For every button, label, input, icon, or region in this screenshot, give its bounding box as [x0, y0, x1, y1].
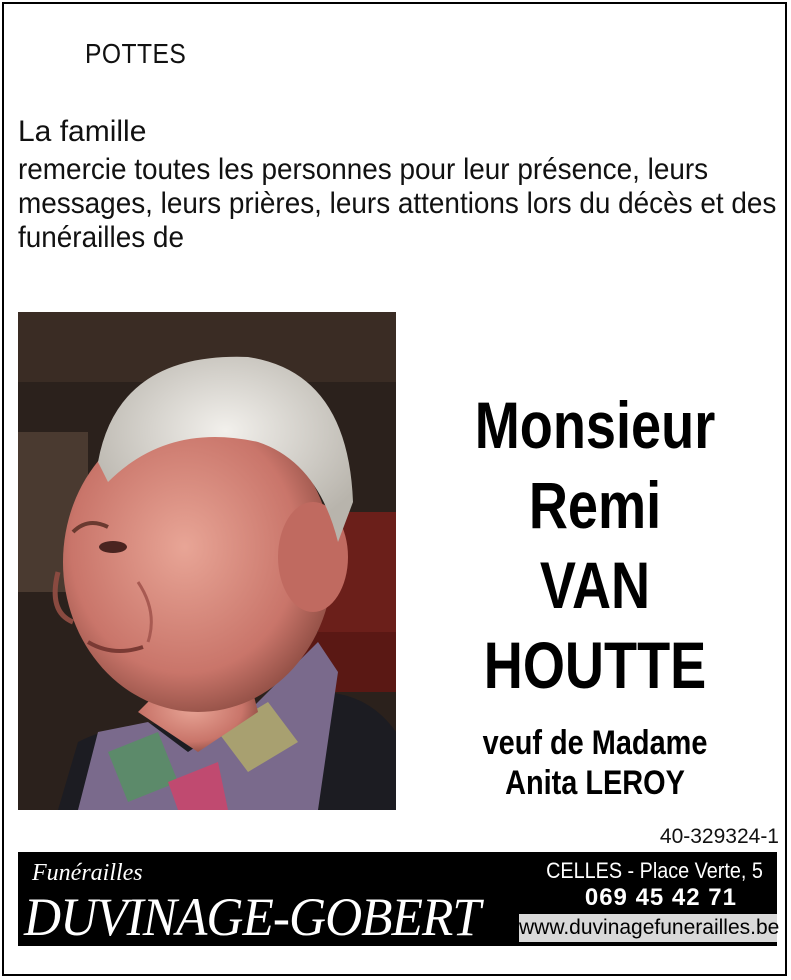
intro-text — [18, 115, 778, 255]
deceased-first-name: Remi — [528, 468, 662, 542]
town-name: POTTES — [85, 38, 187, 69]
funeral-home-address: CELLES - Place Verte, 5 — [546, 858, 763, 883]
widow-line-2: Anita LEROY — [505, 764, 685, 802]
deceased-honorific: Monsieur — [474, 388, 716, 462]
funeral-home-website[interactable]: www.duvinagefunerailles.be — [519, 914, 777, 942]
portrait-photo — [18, 312, 396, 810]
reference-number: 40-329324-1 — [659, 825, 779, 848]
service-label: Funérailles — [32, 860, 143, 886]
funeral-home-brand: DUVINAGE-GOBERT — [24, 887, 480, 947]
widow-line-1: veuf de Madame — [482, 724, 708, 762]
portrait-illustration — [18, 312, 396, 810]
funeral-home-banner — [18, 852, 780, 947]
deceased-last-name: VAN HOUTTE — [483, 548, 707, 702]
intro-body: remercie toutes les personnes pour leur présence, leurs messages, leurs prières, leurs attentions lors du décès et des funérailles de — [18, 153, 777, 254]
funeral-home-phone: 069 45 42 71 — [584, 884, 737, 911]
deceased-name-block — [400, 385, 790, 803]
intro-lead: La famille — [18, 115, 147, 148]
